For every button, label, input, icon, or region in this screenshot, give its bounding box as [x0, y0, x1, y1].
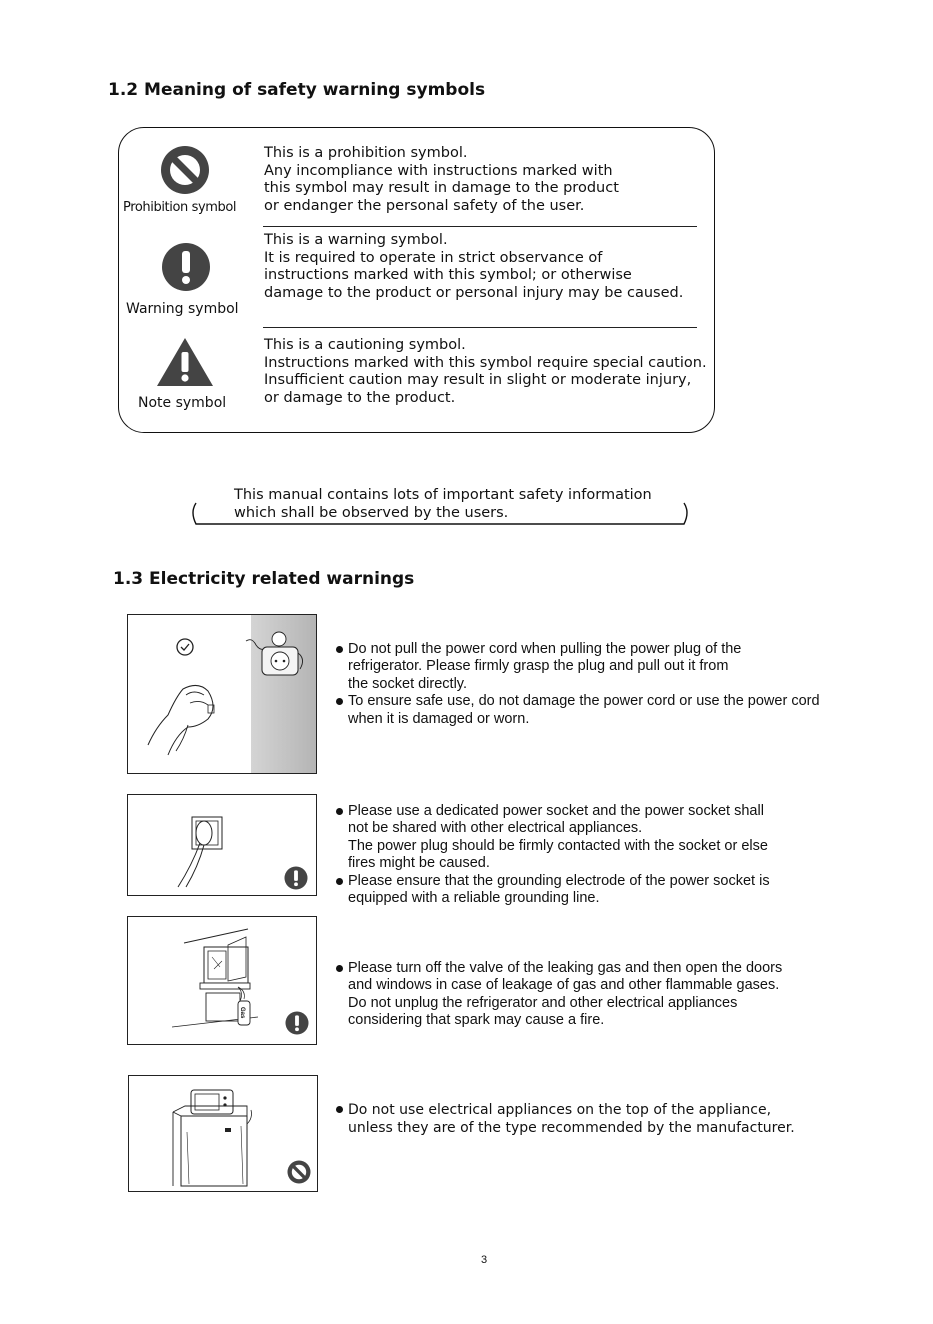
warning-exclamation-icon: [284, 866, 308, 890]
dedicated-socket-illustration: [127, 794, 317, 896]
note-symbol-label: Note symbol: [138, 395, 227, 411]
text-line: and windows in case of leakage of gas and other flammable gases.: [348, 977, 780, 994]
item-2-bullets: [336, 803, 770, 907]
hand-plug-drawing: [128, 615, 317, 774]
list-item: [336, 693, 820, 728]
warning-exclamation-icon: [161, 242, 211, 292]
prohibition-icon: [287, 1160, 311, 1184]
text-line: This is a cautioning symbol.: [264, 337, 466, 353]
text-line: Any incompliance with instructions marked with: [264, 162, 613, 179]
prohibition-icon: [160, 145, 210, 195]
list-item: [336, 960, 782, 1030]
bullet-dot: [336, 646, 343, 653]
section-1-2-heading: 1.2 Meaning of safety warning symbols: [108, 80, 486, 100]
bullet-dot: [336, 808, 343, 815]
text-line: unless they are of the type recommended by the manufacturer.: [348, 1120, 795, 1136]
divider: [263, 226, 697, 227]
text-line: Please use a dedicated power socket and the power socket shall: [348, 803, 764, 819]
text-line: Do not unplug the refrigerator and other electrical appliances: [348, 994, 738, 1011]
item-4-bullets: [336, 1101, 795, 1137]
text-line: This is a prohibition symbol.: [264, 145, 468, 161]
text-line: Please ensure that the grounding electrode of the power socket is: [348, 872, 770, 889]
gas-leak-window-illustration: [127, 916, 317, 1045]
page-number: 3: [481, 1254, 488, 1266]
bullet-dot: [336, 698, 343, 705]
appliance-on-fridge-illustration: [128, 1075, 318, 1192]
text-line: the socket directly.: [348, 675, 468, 692]
text-line: when it is damaged or worn.: [348, 710, 530, 727]
text-line: or damage to the product.: [264, 389, 456, 406]
caution-triangle-icon: [155, 336, 215, 388]
text-line: Do not use electrical appliances on the top of the appliance,: [348, 1102, 772, 1118]
text-line: The power plug should be firmly contacted with the socket or else: [348, 837, 768, 854]
bullet-dot: [336, 878, 343, 885]
bullet-dot: [336, 1106, 343, 1113]
text-line: Please turn off the valve of the leaking gas and then open the doors: [348, 960, 783, 976]
caution-description: [264, 337, 707, 407]
text-line: this symbol may result in damage to the product: [264, 180, 619, 196]
text-line: Do not pull the power cord when pulling the power plug of the: [348, 641, 742, 657]
hand-pulling-plug-illustration: [127, 614, 317, 774]
prohibition-symbol-label: Prohibition symbol: [123, 200, 237, 215]
warning-exclamation-icon: [285, 1011, 309, 1035]
list-item: [336, 641, 820, 693]
text-line: damage to the product or personal injury may be caused.: [264, 284, 684, 301]
prohibition-description: [264, 145, 619, 215]
text-line: It is required to operate in strict observance of: [264, 249, 603, 266]
text-line: Instructions marked with this symbol require special caution.: [264, 354, 707, 371]
text-line: which shall be observed by the users.: [234, 505, 509, 521]
list-item: [336, 1101, 795, 1137]
section-1-3-heading: 1.3 Electricity related warnings: [113, 569, 415, 589]
bullet-dot: [336, 965, 343, 972]
text-line: or endanger the personal safety of the user.: [264, 197, 585, 214]
text-line: fires might be caused.: [348, 855, 490, 872]
text-line: considering that spark may cause a fire.: [348, 1012, 605, 1029]
list-item: [336, 873, 770, 908]
warning-symbol-label: Warning symbol: [126, 301, 239, 317]
text-line: equipped with a reliable grounding line.: [348, 890, 600, 907]
text-line: instructions marked with this symbol; or otherwise: [264, 267, 632, 283]
text-line: To ensure safe use, do not damage the power cord or use the power cord: [348, 693, 820, 710]
text-line: This is a warning symbol.: [264, 232, 448, 248]
text-line: Insufficient caution may result in slight or moderate injury,: [264, 372, 692, 388]
text-line: This manual contains lots of important safety information: [234, 487, 652, 503]
list-item: [336, 803, 770, 873]
manual-safety-note: [234, 486, 652, 522]
item-1-bullets: [336, 641, 820, 728]
text-line: refrigerator. Please firmly grasp the plug and pull out it from: [348, 658, 729, 675]
text-line: not be shared with other electrical appliances.: [348, 820, 643, 837]
warning-description: [264, 232, 683, 302]
item-3-bullets: [336, 960, 782, 1030]
gas-cylinder-label: Gas: [239, 1007, 245, 1019]
divider: [263, 327, 697, 328]
